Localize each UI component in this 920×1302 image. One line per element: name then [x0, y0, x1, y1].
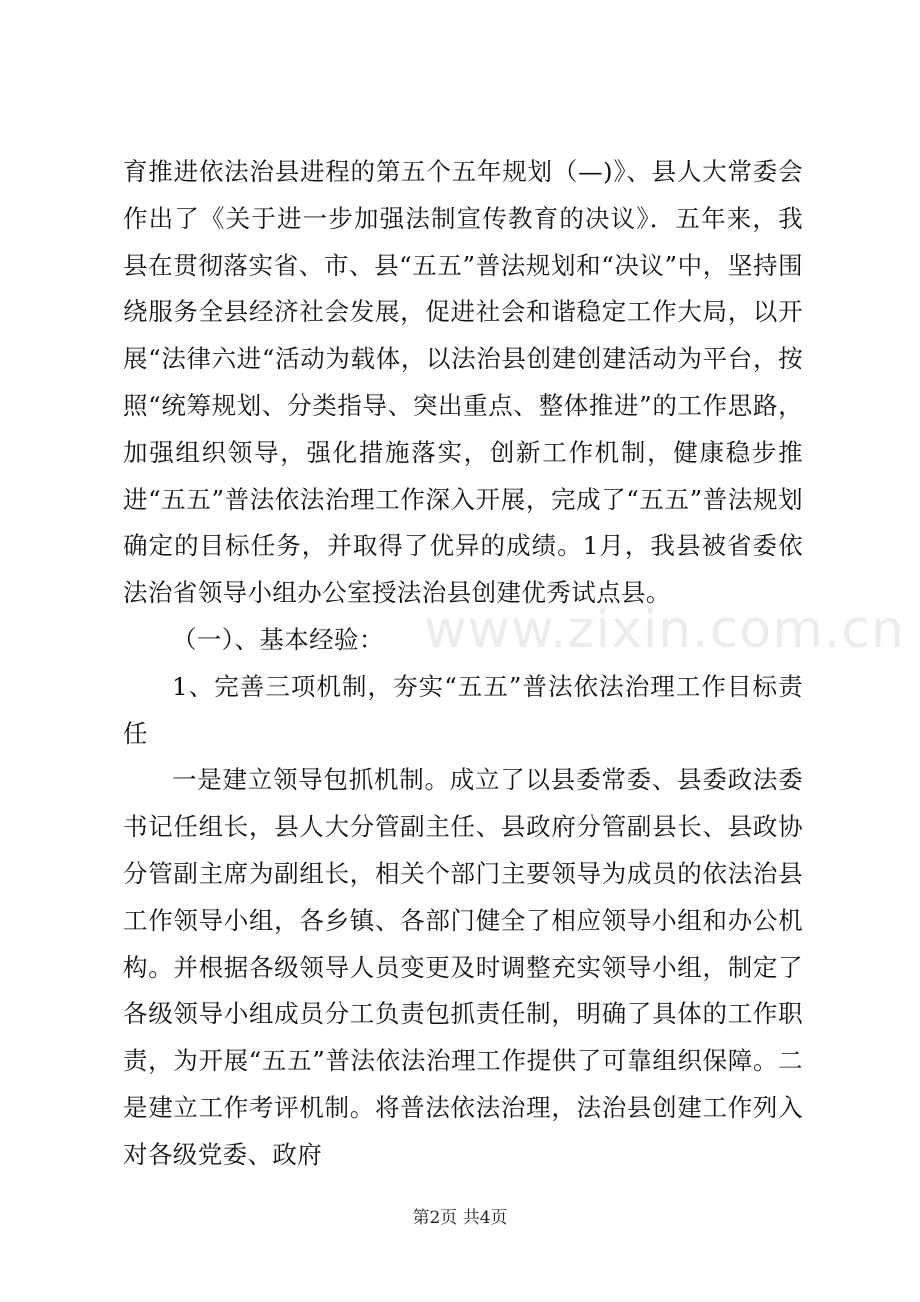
document-body	[123, 149, 803, 1179]
page-number-footer: 第2页 共4页	[412, 1208, 508, 1228]
watermark: www.zixin.com.cn	[424, 600, 905, 660]
paragraph-intro: 育推进依法治县进程的第五个五年规划（—)》、县人大常委会作出了《关于进一步加强法制宣传教育的决议》．五年来，我县在贯彻落实省、市、县“五五”普法规划和“决议”中，坚持围绕服务全县经济社会发展，促进社会和谐稳定工作大局，以开展“法律六进“活动为载体，以法治县创建创建活动为平台，按照“统筹规划、分类指导、突出重点、整体推进”的工作思路，加强组织领导，强化措施落实，创新工作机制，健康稳步推进“五五”普法依法治理工作深入开展，完成了“五五”普法规划确定的目标任务，并取得了优异的成绩。1月，我县被省委依法治省领导小组办公室授法治县创建优秀试点县。	[123, 157, 803, 608]
paragraph-leadership-mechanism: 一是建立领导包抓机制。成立了以县委常委、县委政法委书记任组长，县人大分管副主任、县政府分管副县长、县政协分管副主席为副组长，相关个部门主要领导为成员的依法治县工作领导小组，各乡镇、各部门健全了相应领导小组和办公机构。并根据各级领导人员变更及时调整充实领导小组，制定了各级领导小组成员分工负责包抓责任制，明确了具体的工作职责，为开展“五五”普法依法治理工作提供了可靠组织保障。二是建立工作考评机制。将普法依法治理，法治县创建工作列入对各级党委、政府	[123, 765, 803, 1169]
subsection-heading-mechanisms: 1、完善三项机制，夯实“五五”普法依法治理工作目标责任	[123, 671, 803, 748]
section-heading-basic-experience: （一）、基本经验：	[172, 624, 384, 654]
